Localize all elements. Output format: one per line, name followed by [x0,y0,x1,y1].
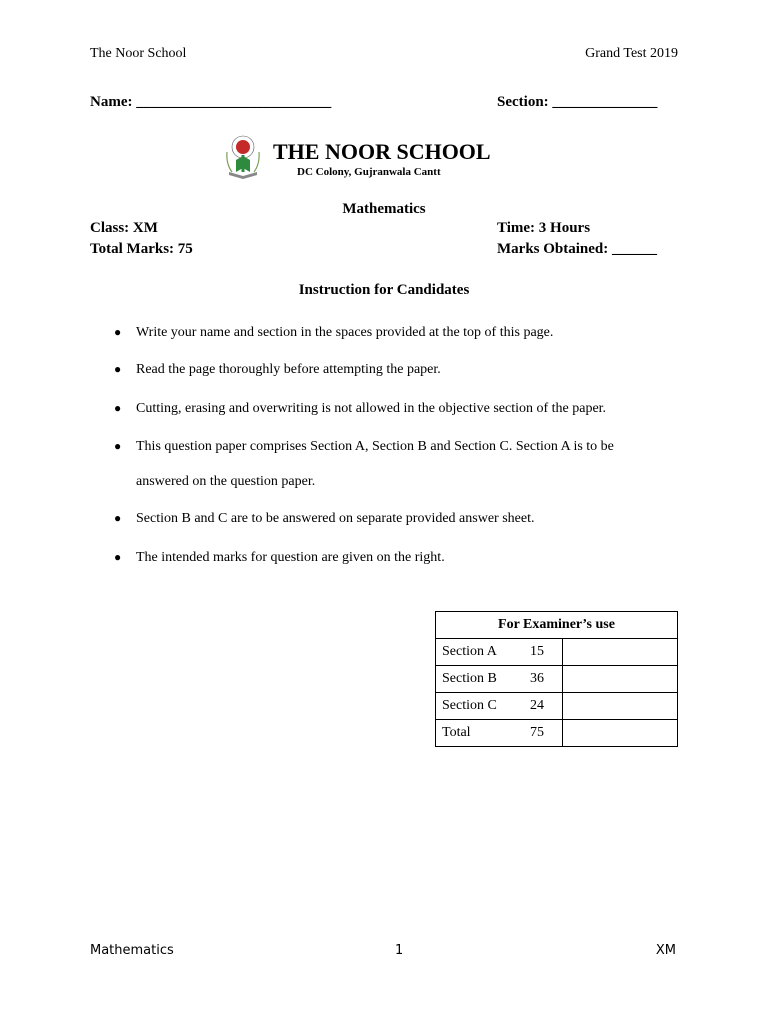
instructions-title: Instruction for Candidates [298,282,470,298]
obtained-cell[interactable] [563,720,678,747]
marks-cell: 75 [524,720,563,747]
time-label: Time: 3 Hours [497,220,591,236]
marks-cell: 24 [524,693,563,720]
table-title: For Examiner’s use [436,612,678,639]
marks-cell: 15 [524,639,563,666]
footer-right: XM [655,943,676,958]
section-cell: Section B [436,666,525,693]
school-name: THE NOOR SCHOOL [273,139,491,164]
class-label: Class: XM [90,220,158,236]
section-cell: Section A [436,639,525,666]
section-field-label: Section: ______________ [497,94,658,110]
table-header-row [436,612,678,639]
instruction-item: ● Read the page thoroughly before attempting the paper. [136,352,696,387]
section-cell: Section C [436,693,525,720]
table-row [436,720,678,747]
header-left: The Noor School [90,46,187,61]
instruction-item: ● Cutting, erasing and overwriting is not allowed in the objective section of the paper. [136,391,696,426]
obtained-cell[interactable] [563,666,678,693]
bullet-icon: ● [114,362,122,376]
instruction-item: ● Write your name and section in the spaces provided at the top of this page. [136,315,696,350]
obtained-cell[interactable] [563,693,678,720]
footer-left: Mathematics [90,943,174,958]
bullet-icon: ● [114,401,122,415]
instruction-item: ● Section B and C are to be answered on separate provided answer sheet. [136,501,696,536]
school-address: DC Colony, Gujranwala Cantt [297,166,441,178]
marks-cell: 36 [524,666,563,693]
subject-title: Mathematics [342,201,426,217]
header-right: Grand Test 2019 [585,46,678,61]
name-field-label: Name: __________________________ [90,94,332,110]
examiner-table [435,611,678,747]
school-logo [224,134,262,182]
bullet-icon: ● [114,511,122,525]
instruction-item: ● The intended marks for question are given on the right. [136,540,696,575]
page-number: 1 [395,943,404,958]
obtained-cell[interactable] [563,639,678,666]
bullet-icon: ● [114,439,122,453]
instruction-item-continuation: answered on the question paper. [136,474,316,489]
bullet-icon: ● [114,325,122,339]
table-row [436,639,678,666]
section-cell: Total [436,720,525,747]
instruction-item: ● This question paper comprises Section A, Section B and Section C. Section A is to be [136,429,696,464]
marks-obtained-label: Marks Obtained: ______ [497,241,658,257]
total-marks-label: Total Marks: 75 [90,241,193,257]
table-row [436,666,678,693]
table-row [436,693,678,720]
bullet-icon: ● [114,550,122,564]
